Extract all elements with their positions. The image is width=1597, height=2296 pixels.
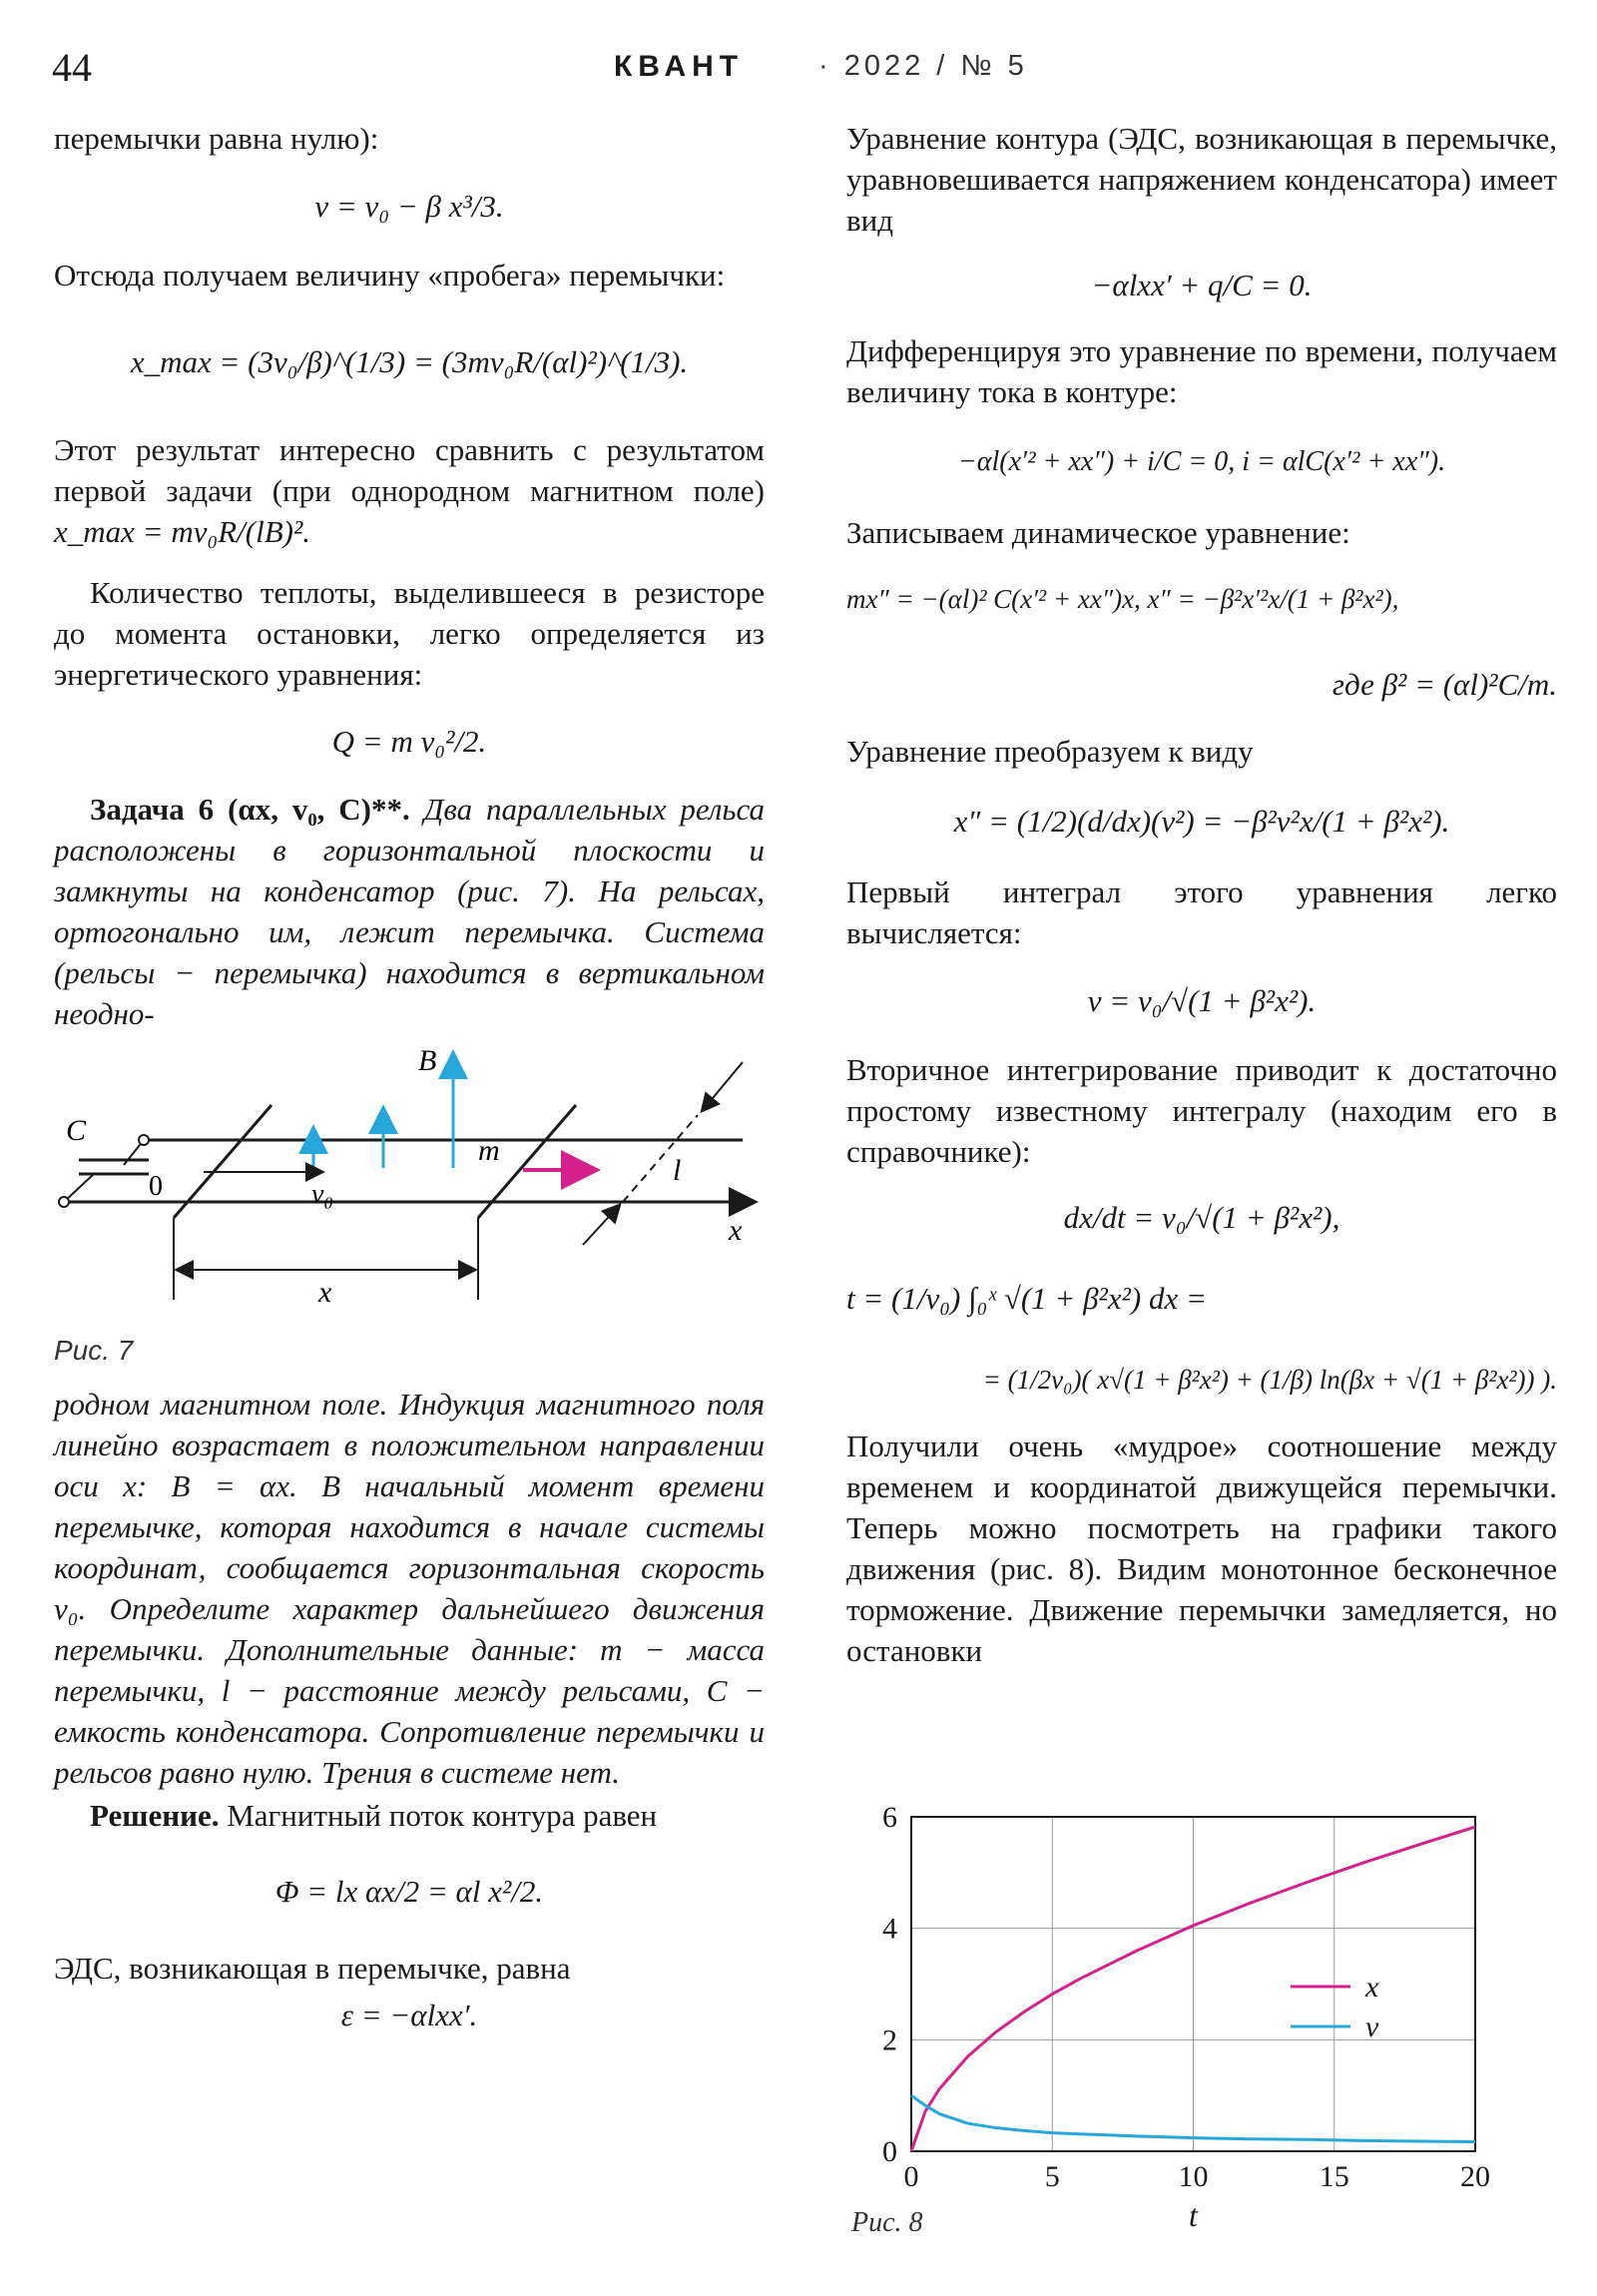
x-tick-label: 15 — [1319, 2160, 1349, 2193]
x-tick-label: 0 — [903, 2160, 919, 2193]
chart-x-v — [846, 1797, 1557, 2236]
label-v0: v₀ — [311, 1179, 334, 1210]
paragraph-transform: Уравнение преобразуем к виду — [846, 734, 1254, 769]
equation-dynamic: mx″ = −(αl)² C(x′² + xx″)x, x″ = −β²x′²x/(1 + β²x²), — [846, 584, 1399, 614]
page-number: 44 — [52, 45, 92, 90]
x-axis-label: t — [1189, 2197, 1198, 2233]
equation-xmax-first: x_max = mv₀R/(lB)². — [54, 514, 311, 549]
x-tick-label: 10 — [1178, 2160, 1209, 2193]
equation-t1: t = (1/v₀) ∫₀ˣ √(1 + β²x²) dx = — [846, 1281, 1207, 1316]
paragraph-range: Отсюда получаем величину «пробега» перемычки: — [54, 258, 726, 292]
paragraph-intro: перемычки равна нулю): — [54, 121, 379, 156]
paragraph-heat: Количество теплоты, выделившееся в резисторе до момента остановки, легко определяется из энергетического уравнения: — [54, 575, 765, 692]
equation-q: Q = m v₀²/2. — [331, 724, 487, 759]
y-tick-label: 4 — [882, 1912, 897, 1946]
paragraph-emf: ЭДС, возникающая в перемычке, равна — [54, 1951, 571, 1986]
solution-text: Магнитный поток контура равен — [227, 1798, 658, 1833]
solution-label: Решение. — [90, 1798, 220, 1833]
paragraph-dynamic: Записываем динамическое уравнение: — [846, 515, 1350, 550]
task-text-2: родном магнитном поле. Индукция магнитного поля линейно возрастает в положительном направлении оси x: B = αx. В начальный момент времени перемычке, которая находится в начале системы координат, сообщается горизонтальная скорость v₀. Определите характер дальнейшего движения перемычки. Дополнительные данные: m − масса перемычки, l − расстояние между рельсами, C − емкость конденсатора. Сопротивление перемычки и рельсов равно нулю. Трения в системе нет. — [54, 1387, 765, 1790]
x-tick-label: 5 — [1044, 2160, 1060, 2193]
figure-7-caption: Рис. 7 — [54, 1335, 134, 1366]
label-l: l — [673, 1154, 682, 1187]
paragraph-compare — [54, 429, 765, 552]
paragraph-diff: Дифференцируя это уравнение по времени, получаем величину тока в контуре: — [846, 333, 1557, 409]
equation-t2: = (1/2v₀)( x√(1 + β²x²) + (1/β) ln(βx + √(1 + β²x²)) ). — [982, 1365, 1557, 1395]
task-title: Задача 6 (αx, v₀, C)**. — [90, 792, 410, 827]
label-x-axis: x — [729, 1214, 743, 1247]
figure-8 — [846, 1797, 1557, 2236]
paragraph-wise: Получили очень «мудрое» соотношение между временем и координатой движущейся перемычки. Теперь можно посмотреть на графики такого движения (рис. 8). Видим монотонное бесконечное торможение. Движение перемычки замедляется, но остановки — [846, 1429, 1557, 1668]
equation-current: −αl(x′² + xx″) + i/C = 0, i = αlC(x′² + xx″). — [957, 446, 1446, 477]
y-tick-label: 0 — [882, 2135, 897, 2168]
equation-transform: x″ = (1/2)(d/dx)(v²) = −β²v²x/(1 + β²x²). — [953, 804, 1450, 839]
right-column — [846, 118, 1557, 1671]
x-tick-label: 20 — [1460, 2160, 1490, 2193]
solution — [54, 1795, 765, 1836]
equation-first-integral: v = v₀/√(1 + β²x²). — [1087, 983, 1317, 1018]
equation-emf: ε = −αlxx′. — [340, 1998, 478, 2032]
label-B: B — [418, 1044, 437, 1077]
equation-xmax: x_max = (3v₀/β)^(1/3) = (3mv₀R/(αl)²)^(1/3). — [130, 344, 689, 379]
equation-dxdt: dx/dt = v₀/√(1 + β²x²), — [1063, 1200, 1340, 1235]
paragraph-first-integral: Первый интеграл этого уравнения легко вычисляется: — [846, 874, 1557, 950]
equation-beta: где β² = (αl)²C/m. — [1331, 667, 1557, 702]
paragraph-second-integral: Вторичное интегрирование приводит к достаточно простому известному интегралу (находим его в справочнике): — [846, 1052, 1557, 1169]
label-zero: 0 — [149, 1171, 163, 1202]
label-m: m — [478, 1134, 500, 1167]
left-column — [54, 118, 765, 2041]
label-x-dimension: x — [318, 1276, 332, 1309]
issue-number: · 2022 / № 5 — [818, 50, 1028, 82]
equation-phi: Φ = lx αx/2 = αl x²/2. — [274, 1874, 544, 1909]
label-C: C — [66, 1114, 87, 1147]
legend-label-v: v — [1365, 2010, 1379, 2043]
figure-7 — [54, 1040, 765, 1380]
legend-label-x: x — [1365, 1971, 1379, 2004]
paragraph-contour: Уравнение контура (ЭДС, возникающая в перемычке, уравновешивается напряжением конденсатора) имеет вид — [846, 121, 1557, 238]
paragraph-compare-text: Этот результат интересно сравнить с результатом первой задачи (при однородном магнитном поле) — [54, 432, 765, 508]
task-6 — [54, 789, 765, 1034]
equation-contour: −αlxx′ + q/C = 0. — [1091, 268, 1313, 302]
y-tick-label: 2 — [882, 2023, 897, 2057]
l-dimension-line — [623, 1115, 698, 1202]
figure-8-caption: Рис. 8 — [851, 2207, 923, 2236]
rails-diagram — [54, 1040, 765, 1380]
equation-v: v = v₀ − β x³/3. — [314, 189, 504, 224]
magazine-title: КВАНТ — [614, 50, 745, 83]
y-tick-label: 6 — [882, 1801, 897, 1834]
task-text-1: Два параллельных рельса расположены в горизонтальной плоскости и замкнуты на конденсатор (рис. 7). На рельсах, ортогонально им, лежит перемычка. Система (рельсы − перемычка) находится в вертикальном неодно- — [54, 792, 765, 1031]
